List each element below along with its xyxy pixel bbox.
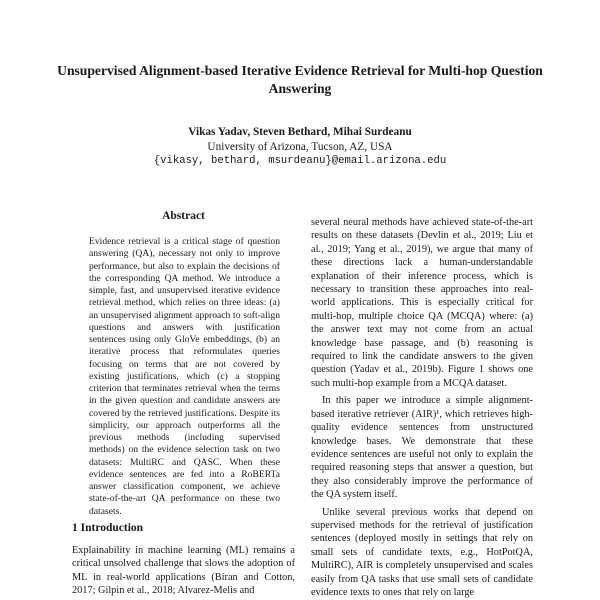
section-heading-introduction: 1 Introduction	[72, 522, 144, 534]
author-names: Vikas Yadav, Steven Bethard, Mihai Surdeanu	[188, 126, 412, 138]
author-emails: {vikasy, bethard, msurdeanu}@email.arizona.edu	[153, 155, 447, 167]
paper-title: Unsupervised Alignment-based Iterative Evidence Retrieval for Multi-hop Question Answering	[57, 63, 543, 96]
author-block	[40, 125, 560, 169]
abstract-paragraph: Evidence retrieval is a critical stage of question answering (QA), necessary not only to improve performance, but also to explain the decisions of the corresponding QA method. We introduce a simple, fast, and unsupervised iterative evidence retrieval method, which relies on three ideas: (a) an unsupervised alignment approach to soft-align questions and answers with justification sentences using only GloVe embeddings, (b) an iterative process that reformulates queries focusing on terms that are not covered by existing justifications, which (c) a stopping criterion that terminates retrieval when the terms in the given question and candidate answers are covered by the retrieved justifications. Despite its simplicity, our approach outperforms all the previous methods (including supervised methods) on the evidence selection task on two datasets: MultiRC and QASC. When these evidence sentences are fed into a RoBERTa answer classification component, we achieve state-of-the-art QA performance on these two datasets.	[89, 236, 280, 517]
abstract-heading: Abstract	[162, 210, 205, 222]
intro-paragraph-3: In this paper we introduce a simple alignment-based iterative retriever (AIR)¹, which retrieves high-quality evidence sentences from unstructured knowledge bases. We demonstrate that these evidence sentences are useful not only to explain the required reasoning steps that answer a question, but they also considerably improve the performance of the QA system itself.	[311, 395, 533, 501]
abstract-text	[89, 236, 280, 518]
intro-paragraph-2: several neural methods have achieved state-of-the-art results on these datasets (Devlin et al., 2019; Liu et al., 2019; Yang et al., 2019), we argue that many of these directions lack a human-understandable explanation of their inference process, which is necessary to transition these approaches into real-world applications. This is especially critical for multi-hop, multiple choice QA (MCQA) where: (a) the answer text may not come from an actual knowledge base passage, and (b) reasoning is required to link the candidate answers to the given question (Yadav et al., 2019b). Figure 1 shows one such multi-hop example from a MCQA dataset.	[311, 217, 533, 389]
intro-paragraph-4: Unlike several previous works that depend on supervised methods for the retrieval of justification sentences (deployed mostly in settings that rely on small sets of candidate texts, e.g., HotPotQA, MultiRC), AIR is completely unsupervised and scales easily from QA tasks that use small sets of candidate evidence texts to ones that rely on large	[311, 506, 533, 598]
affiliation: University of Arizona, Tucson, AZ, USA	[207, 140, 393, 153]
intro-paragraph-1: Explainability in machine learning (ML) remains a critical unsolved challenge that slows the adoption of ML in real-world applications (Biran and Cotton, 2017; Gilpin et al., 2018; Alvarez-Melis and	[72, 545, 295, 597]
intro-left-column	[72, 544, 295, 598]
intro-right-column	[311, 216, 533, 599]
